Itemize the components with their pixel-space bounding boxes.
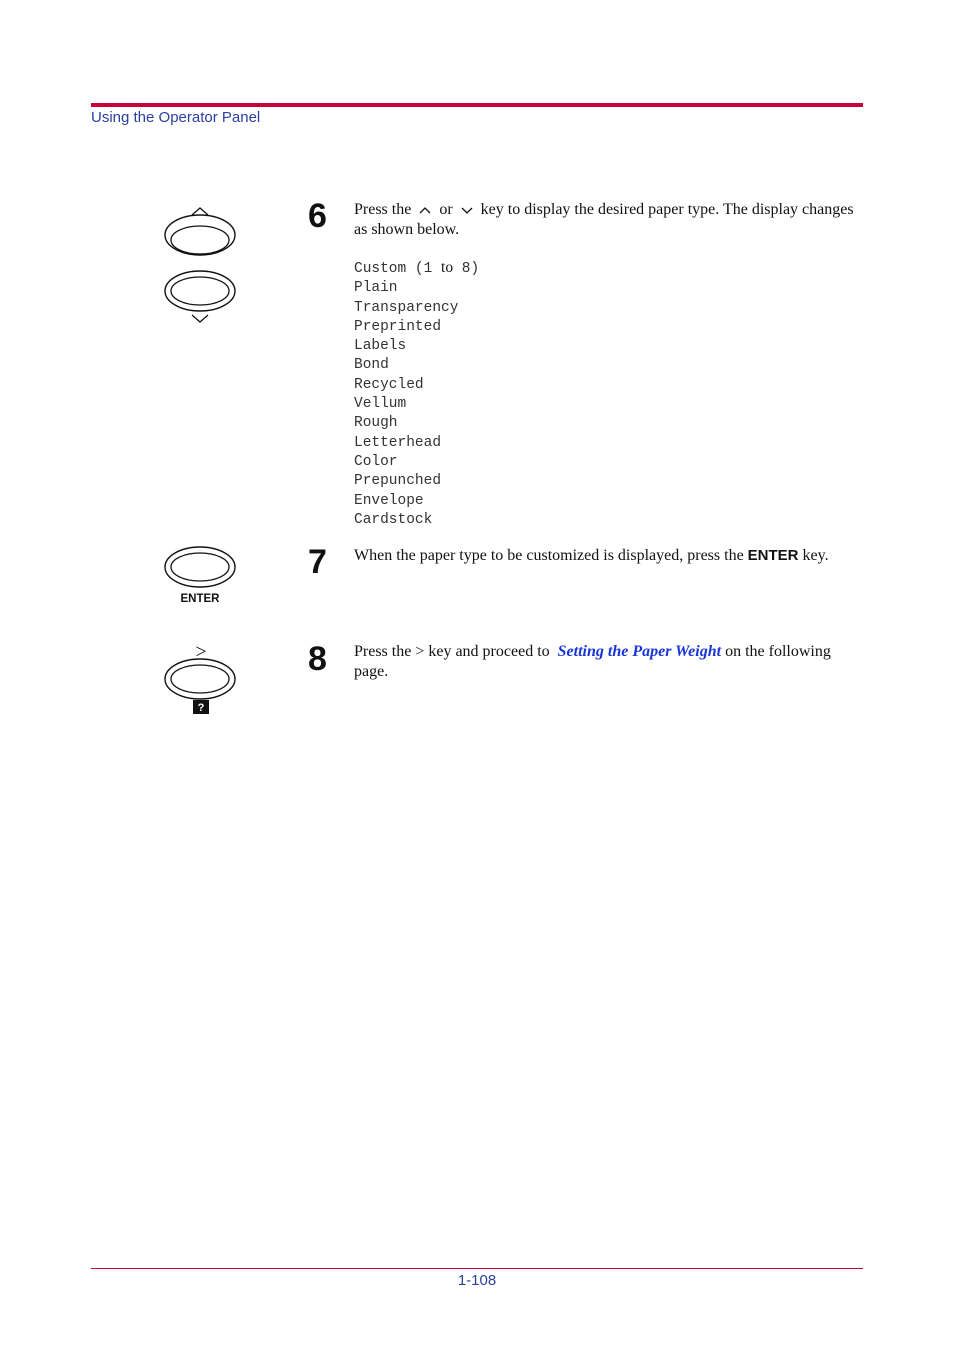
paper-type-custom: Custom (1 to 8) [354,259,480,277]
step-number-8: 8 [308,640,327,678]
step-number-7: 7 [308,543,327,581]
step-8-text [354,642,864,682]
step-number-6: 6 [308,197,327,235]
step-7-text [354,546,864,566]
step-6-text-part-3: key to display the desired paper type. The display changes as shown below. [354,201,854,238]
up-down-keys-illustration [160,203,240,327]
paper-type-item: Recycled [354,376,424,393]
paper-type-item: Cardstock [354,511,433,528]
right-key-illustration [160,642,240,718]
enter-key-name: ENTER [747,547,799,564]
page-number: 1-108 [457,1272,497,1289]
down-arrow-key-icon [165,271,235,322]
greater-than-symbol: > [195,642,207,663]
paper-type-list [354,258,479,530]
paper-type-item: Labels [354,338,407,355]
paper-type-item: Bond [354,357,389,374]
step-8-text-part-2: on the following page. [354,643,831,680]
running-header: Using the Operator Panel [91,109,261,126]
enter-key-illustration [160,545,240,609]
paper-type-item: Color [354,453,398,470]
down-caret-icon [460,205,474,215]
paper-type-item: Plain [354,280,398,297]
step-7-text-part-2: key. [802,547,829,564]
up-arrow-key-icon [165,208,235,255]
enter-key-label: ENTER [180,593,220,605]
paper-type-item: Preprinted [354,318,442,335]
step-6-text [354,200,864,240]
paper-type-item: Vellum [354,396,407,413]
up-caret-icon [418,205,432,215]
paper-type-item: Envelope [354,492,424,509]
step-6-text-part-1: Press the [354,201,412,218]
step-7-text-part-1: When the paper type to be customized is displayed, press the [354,547,744,564]
paper-type-item: Transparency [354,299,459,316]
step-6-text-part-2: or [439,201,453,218]
footer-rule [91,1268,863,1269]
step-8-text-part-1: Press the > key and proceed to [354,643,550,660]
enter-key-icon [165,547,235,587]
setting-paper-weight-link[interactable]: Setting the Paper Weight [557,643,722,660]
right-arrow-key-icon [165,659,235,699]
paper-type-item: Rough [354,415,398,432]
header-rule [91,103,863,107]
paper-type-item: Letterhead [354,434,442,451]
paper-type-item: Prepunched [354,473,442,490]
help-badge-label: ? [197,702,205,714]
